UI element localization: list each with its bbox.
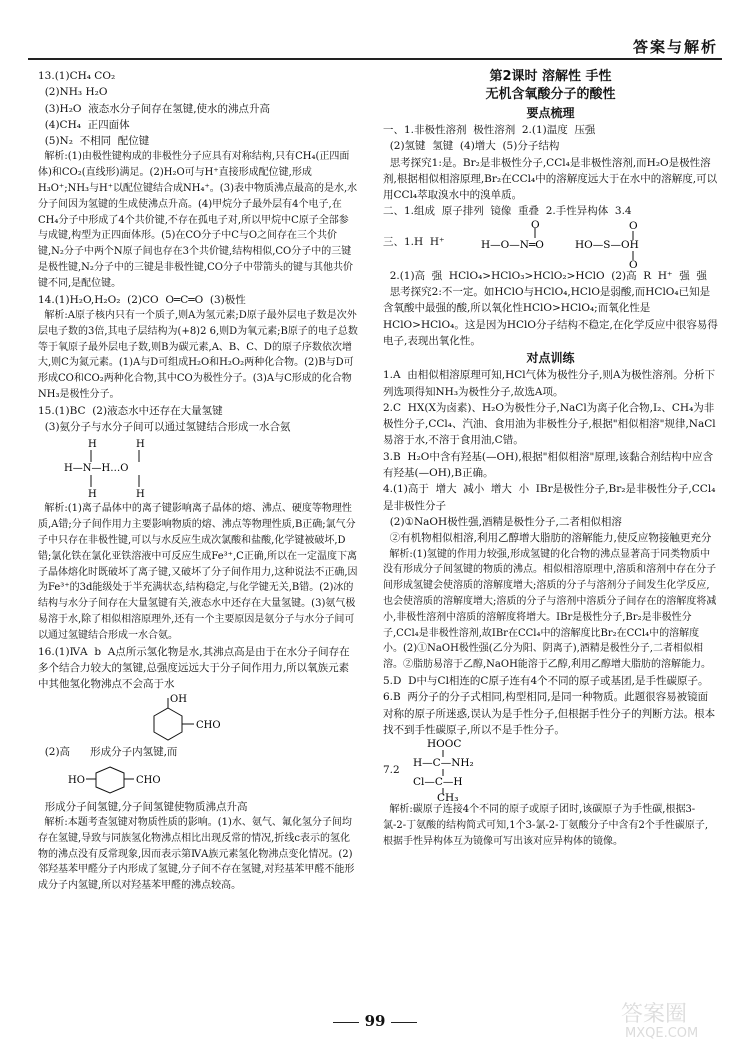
- q13-line4: (4)CH₄ 正四面体: [38, 118, 130, 131]
- svg-text:H—C—NH₂: H—C—NH₂: [413, 757, 474, 770]
- q16-answer-2: (2)高 形成分子内氢键,而: [38, 746, 178, 759]
- header-title: 答案与解析: [632, 38, 718, 56]
- watermark-line1: 答案圈: [621, 1002, 688, 1027]
- key-point-2: 二、1.组成 原子排列 镜像 重叠 2.手性异构体 3.4: [383, 205, 632, 218]
- svg-text:H: H: [88, 489, 97, 500]
- svg-text:CHO: CHO: [196, 720, 221, 732]
- q16-answer-1: 16.(1)ⅣA b A点所示氢化物是水,其沸点高是由于在水分子间存在多个结合力较大的氢键,总强度远远大于分子间作用力,所以氧族元素中其他氢化物沸点不会高于水: [38, 645, 350, 691]
- sulfuric-acid-structure: [573, 220, 703, 268]
- page-header: [28, 28, 722, 60]
- key-point-3-row: [383, 220, 718, 268]
- think-explore-2: 思考探究2:不一定。如HClO与HClO₄,HClO是弱酸,而HClO₄已知是含氧酸中最强的酸,所以氧化性HClO>HClO₄;而氧化性是HClO>HClO₄。这是因为HClO分子结构不稳定,在化学反应中很容易得电子,表现出氧化性。: [383, 286, 718, 347]
- page-number-value: 99: [364, 1012, 386, 1030]
- practice-4-2b: ②有机物相似相溶,利用乙醇增大脂肪的溶解能力,使反应物接触更充分: [383, 532, 712, 545]
- svg-text:O: O: [629, 258, 638, 268]
- p-hydroxybenzaldehyde-structure: [68, 763, 248, 797]
- svg-text:H: H: [136, 439, 145, 451]
- practice-5: 5.D D中与Cl相连的C原子连有4个不同的原子或基团,是手性碳原子。: [383, 674, 709, 687]
- svg-text:H: H: [88, 439, 97, 451]
- svg-text:CH₃: CH₃: [437, 792, 459, 803]
- practice-2: 2.C HX(X为卤素)、H₂O为极性分子,NaCl为离子化合物,I₂、CH₄为非极性分子,CCl₄、汽油、食用油为非极性分子,根据"相似相溶"规律,NaCl易溶于水,不溶于食用油,C错。: [383, 401, 716, 447]
- q16-explanation: 解析:本题考查氢键对物质性质的影响。(1)水、氨气、氟化氢分子间均存在氢键,导致与同族氢化物沸点相比出现反常的情况,折线c表示的氢化物的沸点没有反常现象,因而表示第ⅣA族元素氢化物沸点变化情况。(2)邻羟基苯甲醛分子内形成了氢键,分子间不存在氢键,对羟基苯甲醛不能形成分子内氢键,所以对羟基苯甲醛的沸点较高。: [38, 816, 355, 892]
- page-number-dash-right: [391, 1022, 417, 1023]
- practice-7: 7.2: [383, 764, 400, 777]
- left-column: [38, 68, 358, 894]
- svg-text:H—O—N═O: H—O—N═O: [481, 238, 544, 251]
- q15-answer: 15.(1)BC (2)液态水中还存在大量氢键: [38, 404, 223, 417]
- practice-4-explanation: 解析:(1)氢键的作用力较强,形成氢键的化合物的沸点显著高于同类物质中没有形成分子间氢键的物质的沸点。相似相溶原理中,溶质和溶剂中存在分子间形成氢键会使溶质的溶解度增大;溶质的分子与溶剂分子间发生化学反应,也会使溶质的溶解度增大;溶质的分子与溶剂中溶质分子间存在的溶解度将减小,非极性溶剂中溶质的溶解度将增大。IBr是极性分子,Br₂是非极性分子,CCl₄是非极性溶剂,故IBr在CCl₄中的溶解度比Br₂在CCl₄中的溶解度小。(2)①NaOH极性强(乙分为阳、阴离子),酒精是极性分子,二者相似相溶。②脂肪易溶于乙醇,NaOH能溶于乙醇,利用乙醇增大脂肪的溶解能力。: [383, 548, 717, 671]
- practice-6: 6.B 两分子的分子式相同,构型相同,是同一种物质。此题很容易被镜面对称的原子所迷惑,误认为是手性分子,但根据手性分子的判断方法。根本找不到手性碳原子,所以不是手性分子。: [383, 691, 716, 736]
- key-point-1: 一、1.非极性溶剂 极性溶剂 2.(1)温度 压强: [383, 124, 596, 136]
- salicylaldehyde-structure: [138, 694, 298, 742]
- section-practice: 对点训练: [526, 351, 575, 366]
- key-point-3: 三、1.H H⁺: [383, 235, 445, 248]
- svg-text:H: H: [136, 489, 145, 500]
- q13-line1: 13.(1)CH₄ CO₂: [38, 70, 116, 82]
- q13-explanation: 解析:(1)由极性键构成的非极性分子应具有对称结构,只有CH₄(正四面体)和CO₂(直线形)满足。(2)H₂O可与H⁺直接形成配位键,形成H₃O⁺;NH₃与H⁺以配位键结合成NH₄⁺。(3)表中物质沸点最高的是水,水分子间因为氢键的生成使沸点升高。(4)甲烷分子最外层有4个电子,在CH₄分子中形成了4个共价键,不存在孤电子对,所以甲烷中C原子全部参与成键,构型为正四面体形。(5)在CO分子中C与O之间存在三个共价键,N₂分子中两个N原子间也存在3个共价键,结构相似,CO分子中的三键是极性键,N₂分子中的三键是非极性键,CO分子中带箭头的键与其他共价键不同,是配位键。: [38, 151, 358, 289]
- q14-explanation: 解析:A原子核内只有一个质子,则A为氢元素;D原子最外层电子数是次外层电子数的3倍,其电子层结构为(+8)2 6,则D为氧元素;B原子的电子总数等于氧原子最外层电子数,则B为碳元素,A、B、C、D的原子序数依次增大,则C为氮元素。(1)A与D可组成H₂O和H₂O₂两种化合物。(2)B与D可形成CO和CO₂两种化合物,其中CO为极性分子。(3)A与C形成的化合物NH₃是极性分子。: [38, 309, 358, 400]
- svg-text:OH: OH: [170, 694, 187, 706]
- key-point-3-2: 2.(1)高 强 HClO₄>HClO₃>HClO₂>HClO (2)高 R H⁺ 强 强: [383, 269, 707, 282]
- right-column: [383, 68, 718, 849]
- q13-line3: (3)H₂O 液态水分子间存在氢键,使水的沸点升高: [38, 102, 271, 115]
- practice-3: 3.B H₂O中含有羟基(—OH),根据"相似相溶"原理,该黏合剂结构中应含有羟基(—OH),B正确。: [383, 450, 714, 480]
- q14-answer: 14.(1)H₂O,H₂O₂ (2)CO O═C═O (3)极性: [38, 293, 246, 306]
- key-point-1b: (2)氢键 氢键 (4)增大 (5)分子结构: [383, 140, 560, 153]
- q13-line2: (2)NH₃ H₂O: [38, 86, 108, 99]
- q13-line5: (5)N₂ 不相同 配位键: [38, 135, 150, 148]
- practice-4-2a: (2)①NaOH极性强,酒精是极性分子,二者相似相溶: [383, 515, 622, 528]
- lesson-subtitle: 无机含氧酸分子的酸性: [485, 87, 616, 102]
- svg-text:HOOC: HOOC: [427, 738, 462, 751]
- svg-text:HO: HO: [68, 774, 85, 786]
- svg-text:HO—S—OH: HO—S—OH: [575, 238, 639, 251]
- svg-text:O: O: [531, 219, 540, 231]
- practice-7-row: [383, 738, 718, 802]
- chloro-aminobutanoic-acid-structure: [413, 738, 533, 802]
- page-number-dash-left: [333, 1022, 359, 1023]
- nitric-acid-structure: [473, 220, 563, 266]
- q15-answer-3: (3)氨分子与水分子间可以通过氢键结合形成一水合氨: [38, 421, 291, 434]
- lesson-title: 第2课时 溶解性 手性: [489, 69, 612, 84]
- think-explore-1: 思考探究1:是。Br₂是非极性分子,CCl₄是非极性溶剂,而H₂O是极性溶剂,根据相似相溶原理,Br₂在CCl₄中的溶解度远大于在水中的溶解度,可以用CCl₄萃取溴水中的溴单质。: [383, 156, 718, 202]
- svg-text:Cl—C—H: Cl—C—H: [413, 776, 463, 789]
- practice-1: 1.A 由相似相溶原理可知,HCl气体为极性分子,则A为极性溶剂。分析下列选项得知NH₃为极性分子,故选A项。: [383, 369, 716, 398]
- watermark-logo: [615, 997, 740, 1041]
- practice-7-explanation: 解析:碳原子连接4个不同的原子或原子团时,该碳原子为手性碳,根据3-氯-2-丁氨酸的结构简式可知,1个3-氯-2-丁氨酸分子中含有2个手性碳原子,根据手性异构体互为镜像可写出该对应异构体的镜像。: [383, 804, 709, 847]
- practice-4: 4.(1)高于 增大 减小 增大 小 IBr是极性分子,Br₂是非极性分子,CCl₄是非极性分子: [383, 483, 716, 512]
- svg-text:O: O: [629, 219, 638, 232]
- q16-answer-3: 形成分子间氢键,分子间氢键使物质沸点升高: [38, 800, 248, 813]
- q15-explanation: 解析:(1)离子晶体中的离子键影响离子晶体的熔、沸点、硬度等物理性质,A错;分子间作用力主要影响物质的熔、沸点等物理性质,B正确;氯气分子中只存在非极性键,可以与水反应生成次氯酸和盐酸,化学键被破坏,D错;氯化铁在氯化亚铁溶液中可反应生成Fe³⁺,C正确,所以在一定温度下离子晶体熔化时既破坏了离子键,又破坏了分子间作用力,这种说法不正确,因为Fe³⁺的3d能级处于半充满状态,结构稳定,与化学键无关,B错。(2)冰的结构与水分子间存在大量氢键有关,液态水中还存在大量氢键。(3)氨气极易溶于水,除了相似相溶原理外,还有一个主要原因是氨分子与水分子间可以通过氢键结合形成一水合氨。: [38, 503, 358, 641]
- svg-text:CHO: CHO: [136, 774, 161, 786]
- ammonia-water-hbond-structure: [60, 437, 170, 499]
- svg-text:H—N—H…O: H—N—H…O: [64, 463, 129, 475]
- watermark-line2: MXQE.COM: [625, 1026, 699, 1041]
- section-key-points: 要点梳理: [526, 106, 575, 120]
